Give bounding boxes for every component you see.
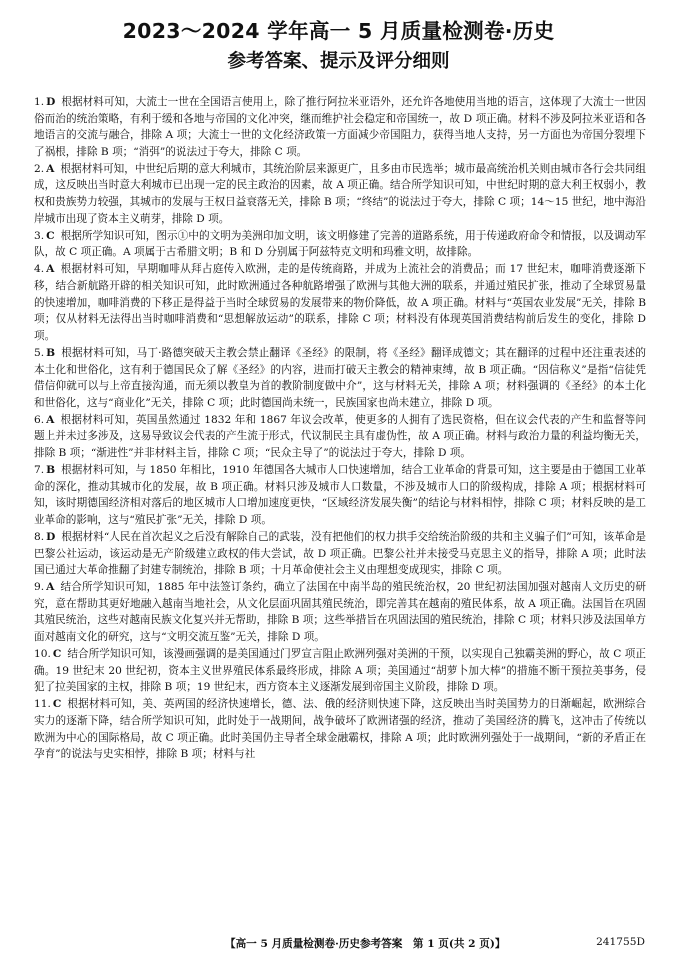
answer-choice: A [46, 413, 55, 426]
page-subtitle: 参考答案、提示及评分细则 [227, 51, 450, 72]
question-number: 10. [34, 648, 51, 661]
answer-explanation: 根据材料可知，早期咖啡从拜占庭传入欧洲，走的是传统商路，并成为上流社会的消费品；而 17 世纪末，咖啡消费逐渐下移，结合新航路开辟的相关知识可知，此时欧洲通过各种航路增强了欧洲与其他大洲的联系，并通过殖民扩张，推动了全球贸易量的快速增加，咖啡消费的下移正是得益于当时全球贸易的发展带来的物价降低，故 A 项正确。材料与“英国农业发展”无关，排除 B 项；仅从材料无法得出当时咖啡消费和“思想解放运动”的联系，排除 C 项；材料没有体现英国消费结构前后发生的变化，排除 D 项。 [34, 263, 646, 342]
answer-choice: C [46, 229, 55, 242]
answer-choice: B [46, 346, 56, 359]
answer-explanation: 根据材料可知，大流士一世在全国语言使用上，除了推行阿拉米亚语外，还允许各地使用当地的语言，这体现了大流士一世因俗而治的统治策略，有利于缓和各地与帝国的文化冲突，继而维护社会稳定和帝国统一，故 D 项正确。材料不涉及阿拉米亚语和各地语言的交流与融合，排除 A 项；大流士一世的文化经济政策一方面减少帝国阻力，获得当地人支持，另一方面也为帝国分裂埋下了祸根，排除 B 项；“消弭”的说法过于夸大，排除 C 项。 [34, 96, 646, 158]
answer-explanation: 根据材料“人民在首次起义之后没有解除自己的武装，没有把他们的权力拱手交给统治阶级的共和主义骗子们”可知，该革命是巴黎公社运动，该运动是无产阶级建立政权的伟大尝试，故 D 项正确。巴黎公社并未接受马克思主义的指导，排除 A 项；此时法国已通过大革命推翻了封建专制统治，排除 B 项；十月革命使社会主义由理想变成现实，排除 C 项。 [34, 530, 646, 577]
question-number: 1. [34, 96, 45, 108]
question-number: 5. [34, 346, 45, 359]
answer-choice: B [46, 464, 56, 477]
footer-exam-code: 241755D [596, 936, 645, 948]
answer-item [34, 261, 646, 344]
answer-item [34, 529, 646, 579]
answer-explanation: 根据材料可知，马丁·路德突破天主教会禁止翻译《圣经》的限制，将《圣经》翻译成德文；其在翻译的过程中还注重表述的本土化和世俗化，这有利于德国民众了解《圣经》的内容，进而打破天主教会的精神束缚，故 B 项正确。“因信称义”是指“信徒凭借信仰就可以与上帝直接沟通，而无须以教皇为首的教阶制度做中介”，这与材料无关，排除 A 项；材料强调的《圣经》的本土化和世俗化，这与“商业化”无关，排除 C 项；此时德国尚未统一，民族国家也尚未建立，排除 D 项。 [34, 346, 646, 409]
answer-choice: A [46, 581, 55, 594]
answer-item [34, 228, 646, 261]
answer-explanation: 结合所学知识可知，该漫画强调的是美国通过门罗宣言阻止欧洲列强对美洲的干预，以实现自己独霸美洲的野心，故 C 项正确。19 世纪末 20 世纪初，资本主义世界殖民体系最终形成，排除 A 项；美国通过“胡萝卜加大棒”的措施不断干预拉美事务，侵犯了拉美国家的主权，排除 B 项；19 世纪末，西方资本主义逐渐发展到帝国主义阶段，排除 D 项。 [34, 648, 646, 694]
answer-choice: C [52, 698, 62, 711]
answer-explanation: 结合所学知识可知，1885 年中法签订条约，确立了法国在中南半岛的殖民统治权，20 世纪初法国加强对越南人文历史的研究，意在帮助其更好地融入越南当地社会，从文化层面巩固其殖民统治，即完善其在越南的殖民体系，故 A 项正确。法国旨在巩固其殖民统治，这些对越南民族文化复兴并无帮助，排除 B 项；这些举措旨在巩固法国的殖民统治，排除 C 项；材料只涉及法国单方面对越南文化的研究，这与“文明交流互鉴”无关，排除 D 项。 [34, 581, 647, 643]
answer-item [34, 579, 646, 645]
question-number: 7. [34, 464, 45, 477]
answer-choice: C [52, 648, 62, 661]
question-number: 11. [34, 698, 51, 711]
footer-page-info: 【高一 5 月质量检测卷·历史参考答案 第 1 页(共 2 页)】 [225, 938, 506, 950]
answer-item [34, 161, 646, 227]
answer-item [34, 462, 646, 528]
question-number: 3. [34, 229, 45, 242]
answer-choice: D [46, 96, 56, 108]
answer-item [34, 696, 646, 762]
question-number: 4. [34, 263, 45, 276]
answer-item [34, 345, 646, 411]
answer-item [34, 94, 646, 160]
answer-list [34, 94, 646, 763]
question-number: 6. [34, 413, 45, 426]
question-number: 9. [34, 581, 45, 594]
answer-choice: A [46, 263, 55, 276]
answer-item [34, 646, 646, 696]
question-number: 2. [34, 162, 45, 175]
page-title: 2023～2024 学年高一 5 月质量检测卷·历史 [122, 19, 555, 43]
answer-choice: D [46, 530, 56, 543]
answer-explanation: 根据所学知识可知，图示①中的文明为美洲印加文明，该文明修建了完善的道路系统，用于传递政府命令和情报，以及调动军队，故 C 项正确。A 项属于古希腊文明；B 和 D 分别属于阿兹特克文明和玛雅文明，故排除。 [34, 229, 646, 259]
answer-explanation: 根据材料可知，与 1850 年相比，1910 年德国各大城市人口快速增加，结合工业革命的背景可知，这主要是由于德国工业革命的深化，推动其城市化的发展，故 B 项正确。材料只涉及城市人口数量，不涉及城市人口的阶级构成，排除 A 项；根据材料可知，该时期德国经济相对落后的地区城市人口增加速度更快，“区域经济发展失衡”的结论与材料相悖，排除 C 项；材料反映的是工业革命的影响，这与“殖民扩张”无关，排除 D 项。 [34, 464, 646, 526]
question-number: 8. [34, 530, 45, 543]
answer-explanation: 根据材料可知，美、英两国的经济快速增长，德、法、俄的经济则快速下降，这反映出当时美国势力的日渐崛起，欧洲综合实力的逐渐下降，结合所学知识可知，此时处于一战期间，战争破坏了欧洲诸强的经济，推动了美国经济的腾飞，这冲击了传统以欧洲为中心的国际格局，故 C 项正确。此时美国仍主导者全球金融霸权，排除 A 项；此时欧洲列强处于一战期间，“新的矛盾正在孕育”的说法与史实相悖，排除 B 项；材料与社 [34, 698, 646, 761]
answer-explanation: 根据材料可知，中世纪后期的意大利城市，其统治阶层来源更广，且多由市民选举；城市最高统治机关则由城市各行会共同组成，这反映出当时意大利城市已出现一定的民主政治的因素，故 A 项正确。结合所学知识可知，中世纪时期的意大利王权弱小，教权和贵族势力较强，其城市的发展与王权日益衰落无关，排除 B 项；“终结”的说法过于夸大，排除 C 项；14～15 世纪，地中海沿岸城市出现了资本主义萌芽，排除 D 项。 [34, 162, 646, 225]
answer-item [34, 412, 646, 462]
answer-choice: A [46, 162, 55, 175]
answer-explanation: 根据材料可知，英国虽然通过 1832 年和 1867 年议会改革，使更多的人拥有了选民资格，但在议会代表的产生和监督等问题上并未过多涉及，这易导致议会代表的产生流于形式，代议制民主具有虚伪性，故 A 项正确。材料与政治力量的利益均衡无关，排除 B 项；“渐进性”并非材料主旨，排除 C 项；“民众主导了”的说法过于夸大，排除 D 项。 [34, 413, 646, 459]
